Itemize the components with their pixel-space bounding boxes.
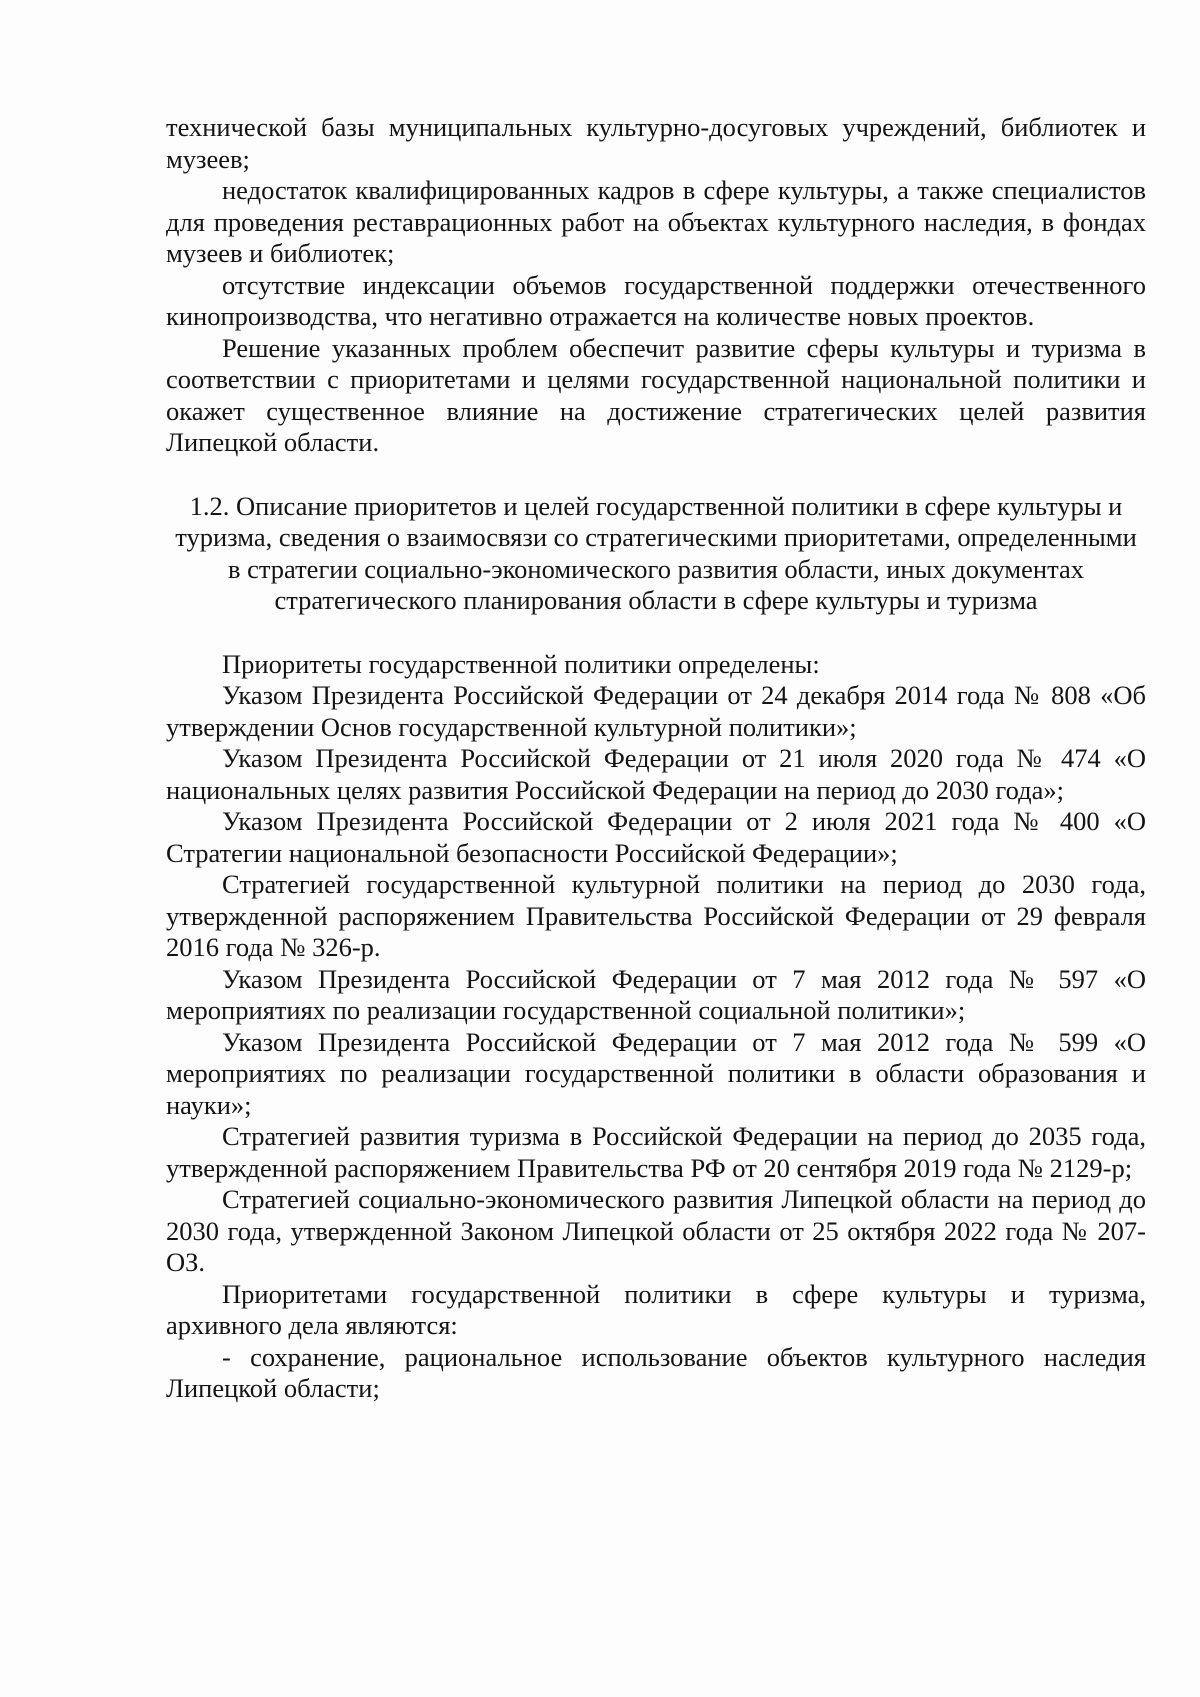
document-body <box>166 112 1146 1405</box>
paragraph-problem-solution: Решение указанных проблем обеспечит развитие сферы культуры и туризма в соответствии с приоритетами и целями государственной национальной политики и окажет существенное влияние на достижение стратегических целей развития Липецкой области. <box>166 332 1146 457</box>
section-heading-block <box>166 491 1146 617</box>
paragraph-regional-strategy: Стратегией социально-экономического развития Липецкой области на период до 2030 года, утвержденной Законом Липецкой области от 25 октября 2022 года № 207-ОЗ. <box>166 1184 1146 1277</box>
section-heading: 1.2. Описание приоритетов и целей государственной политики в сфере культуры и туризма, сведения о взаимосвязи со стратегическими приоритетами, определенными в стратегии социально-экономического развития области, иных документах стратегического планирования области в сфере культуры и туризма <box>175 490 1137 615</box>
paragraph-tourism-strategy: Стратегией развития туризма в Российской Федерации на период до 2035 года, утвержденной распоряжением Правительства РФ от 20 сентября 2019 года № 2129-р; <box>166 1121 1146 1183</box>
paragraph-decree-474: Указом Президента Российской Федерации от 21 июля 2020 года № 474 «О национальных целях развития Российской Федерации на период до 2030 года»; <box>166 743 1146 805</box>
paragraph-decree-597: Указом Президента Российской Федерации от 7 мая 2012 года № 597 «О мероприятиях по реализации государственной социальной политики»; <box>166 963 1146 1025</box>
paragraph-priorities-list-intro: Приоритетами государственной политики в сфере культуры и туризма, архивного дела являются: <box>166 1278 1146 1340</box>
paragraph-decree-400: Указом Президента Российской Федерации от 2 июля 2021 года № 400 «О Стратегии национальной безопасности Российской Федерации»; <box>166 806 1146 868</box>
paragraph-staff-shortage: недостаток квалифицированных кадров в сфере культуры, а также специалистов для проведения реставрационных работ на объектах культурного наследия, в фондах музеев и библиотек; <box>166 175 1146 268</box>
paragraph-film-support: отсутствие индексации объемов государственной поддержки отечественного кинопроизводства, что негативно отражается на количестве новых проектов. <box>166 269 1146 331</box>
paragraph-priorities-intro: Приоритеты государственной политики определены: <box>222 648 820 679</box>
paragraph-continuation: технической базы муниципальных культурно-досуговых учреждений, библиотек и музеев; <box>166 112 1146 174</box>
paragraph-decree-808: Указом Президента Российской Федерации от 24 декабря 2014 года № 808 «Об утверждении Основ государственной культурной политики»; <box>166 680 1146 742</box>
paragraph-decree-599: Указом Президента Российской Федерации от 7 мая 2012 года № 599 «О мероприятиях по реализации государственной политики в области образования и науки»; <box>166 1026 1146 1120</box>
paragraph-strategy-326: Стратегией государственной культурной политики на период до 2030 года, утвержденной распоряжением Правительства Российской Федерации от 29 февраля 2016 года № 326-р. <box>166 869 1146 962</box>
paragraph-priority-heritage: - сохранение, рациональное использование объектов культурного наследия Липецкой области; <box>166 1341 1146 1403</box>
